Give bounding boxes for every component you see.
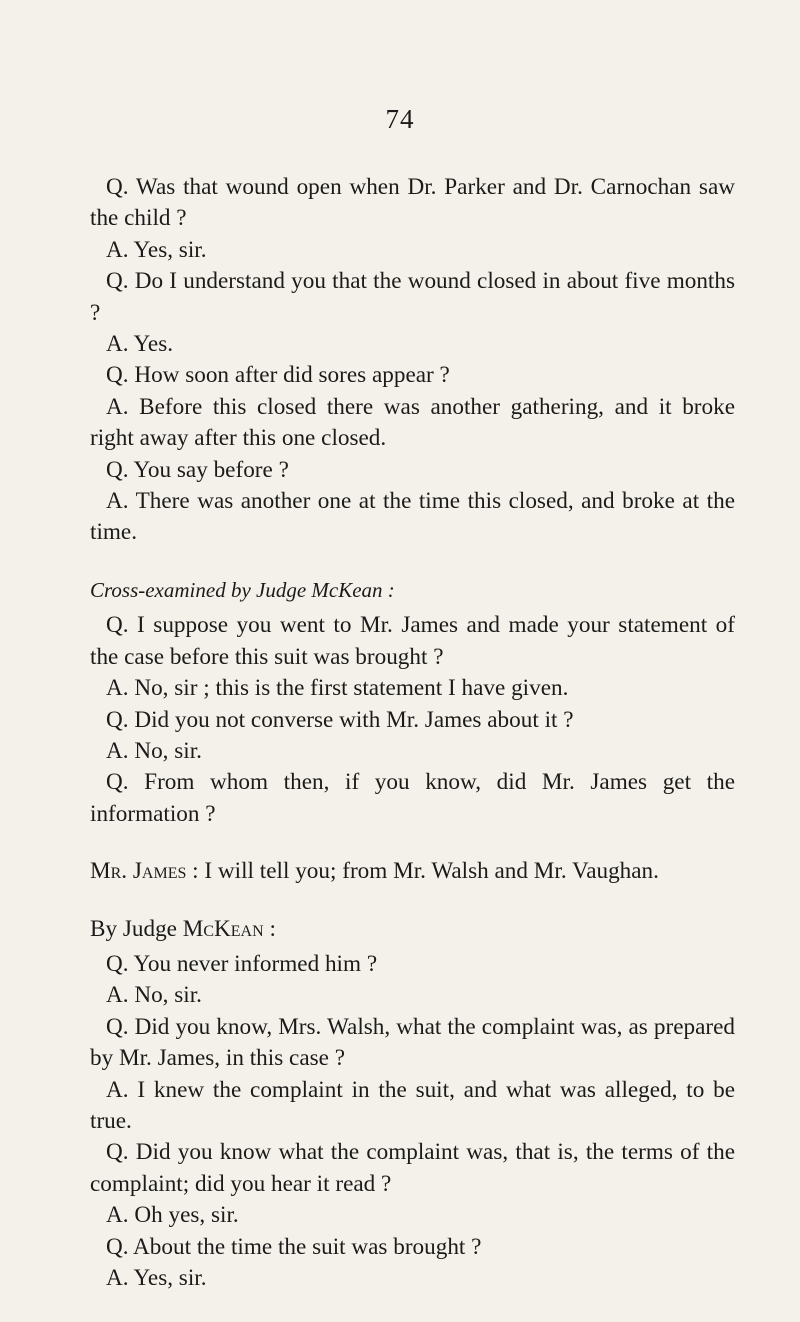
paragraph: Q. You never informed him ? <box>106 950 378 977</box>
paragraph: Q. You say before ? <box>106 456 289 483</box>
examiner-name: McKean : <box>182 915 276 942</box>
examiner-heading <box>90 914 735 945</box>
speaker-text: I will tell you; from Mr. Walsh and Mr. Vaughan. <box>198 858 659 885</box>
paragraph: Q. Did you not converse with Mr. James about it ? <box>106 706 574 733</box>
paragraph: Q. Did you know, Mrs. Walsh, what the complaint was, as prepared by Mr. James, in this case ? <box>90 1013 735 1072</box>
paragraph: A. Oh yes, sir. <box>106 1202 239 1229</box>
page-number: 74 <box>385 104 415 134</box>
paragraph: Q. Did you know what the complaint was, that is, the terms of the complaint; did you hear it read ? <box>90 1139 735 1197</box>
cross-examination-heading: Cross-examined by Judge McKean : <box>90 577 395 602</box>
paragraph: A. There was another one at the time this closed, and broke at the time. <box>90 488 735 546</box>
testimony-text <box>90 172 735 1294</box>
paragraph: Q. How soon after did sores appear ? <box>106 362 450 389</box>
paragraph: Q. I suppose you went to Mr. James and made your statement of the case before this suit was brought ? <box>90 612 735 670</box>
paragraph: Q. About the time the suit was brought ? <box>106 1233 482 1260</box>
paragraph: A. No, sir. <box>106 982 202 1009</box>
paragraph: A. Yes, sir. <box>106 236 207 263</box>
speaker-paragraph <box>90 856 735 887</box>
paragraph: A. No, sir ; this is the first statement I have given. <box>106 675 569 702</box>
paragraph: A. Yes, sir. <box>106 1265 207 1291</box>
paragraph: A. Before this closed there was another gathering, and it broke right away after this one closed. <box>90 393 735 452</box>
paragraph: Q. Do I understand you that the wound closed in about five months ? <box>90 268 735 326</box>
paragraph: Q. Was that wound open when Dr. Parker and Dr. Carnochan saw the child ? <box>90 174 735 232</box>
examiner-prefix: By Judge <box>90 915 183 942</box>
paragraph: Q. From whom then, if you know, did Mr. James get the information ? <box>90 769 735 827</box>
speaker-name: Mr. James : <box>90 858 199 885</box>
paragraph: A. I knew the complaint in the suit, and what was alleged, to be true. <box>90 1076 735 1134</box>
paragraph: A. No, sir. <box>106 737 202 764</box>
paragraph: A. Yes. <box>106 331 174 358</box>
